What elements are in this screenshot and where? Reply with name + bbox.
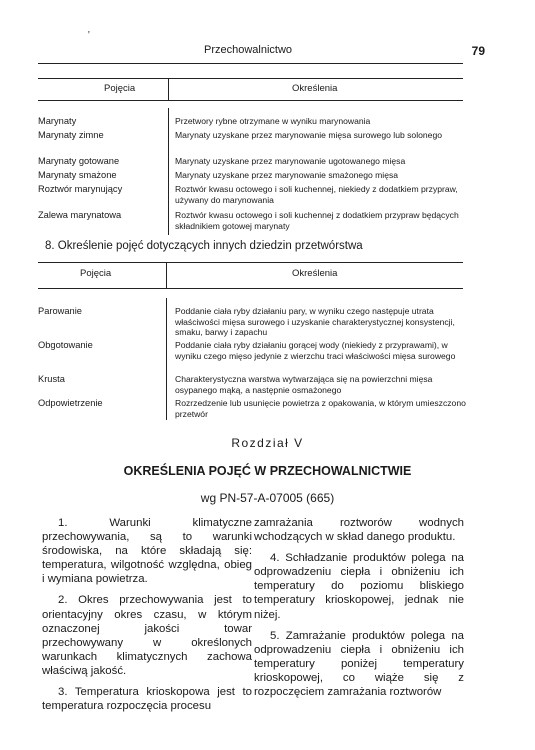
term: Marynaty gotowane [38,156,120,166]
table1-col-defs: Określenia [292,83,338,94]
term: Marynaty [38,116,77,126]
table2-col-defs: Określenia [292,268,338,279]
chapter-label: Rozdział V [231,436,304,450]
definition: Roztwór kwasu octowego i soli kuchennej, niekiedy z dodatkiem przypraw, używany do marynowania [175,184,458,205]
definition: Poddanie ciała ryby działaniu pary, w wyniku czego następuje utrata właściwości mięsa surowego i uzyskanie charakterystycznej konsystencji, smaku, barwy i zapachu [175,306,455,337]
paragraph: 2. Okres przechowywania jest to orientacyjny okres czasu, w którym oznaczonej jakości towar przechowywany w określonych warunkach klimatycznych zachowa właściwą jakość. [42,594,252,677]
definition: Rozrzedzenie lub usunięcie powietrza z opakowania, w którym umieszczono przetwór [175,398,466,419]
term: Odpowietrzenie [38,398,103,408]
table1-top-rule [38,78,463,79]
definition: Przetwory rybne otrzymane w wyniku marynowania [175,116,371,126]
section-heading: 8. Określenie pojęć dotyczących innych dziedzin przetwórstwa [45,240,363,252]
table2-head-divider [166,262,167,288]
paragraph: 3. Temperatura krioskopowa jest to temperatura rozpoczęcia procesu [42,686,252,713]
header-rule [38,63,463,64]
definition: Marynaty uzyskane przez marynowanie smażonego mięsa [175,170,399,180]
definition: Marynaty uzyskane przez marynowanie ugotowanego mięsa [175,156,406,166]
paragraph: 5. Zamrażanie produktów polega na odprowadzeniu ciepła i obniżeniu ich temperatury poniżej temperatury krioskopowej, co wiąże się z rozpoczęciem zamrażania roztworów [254,629,464,699]
definition: Charakterystyczna warstwa wytwarzająca się na powierzchni mięsa osypanego mąką, a następnie osmażonego [175,374,433,395]
chapter-title: OKREŚLENIA POJĘĆ W PRZECHOWALNICTWIE [123,464,412,478]
term: Obgotowanie [38,340,93,350]
table1-head-rule [38,100,463,101]
table1-col-terms: Pojęcia [104,83,136,94]
definition: Poddanie ciała ryby działaniu gorącej wody (niekiedy z przyprawami), w wyniku czego mięso jedynie z wierzchu traci właściwości mięsa surowego [175,340,456,361]
running-header [38,44,485,60]
term: Marynaty smażone [38,170,117,180]
definition: Marynaty uzyskane przez marynowanie mięsa surowego lub solonego [175,130,443,140]
paragraph: 4. Schładzanie produktów polega na odprowadzeniu ciepła i obniżeniu ich temperatury do poziomu bliskiego temperatury krioskopowej, jednak nie niżej. [254,552,464,621]
page-number: 79 [471,44,485,58]
standard-reference: wg PN-57-A-07005 (665) [200,491,335,505]
text-column-right [254,516,464,706]
paragraph: 1. Warunki klimatyczne przechowywania, są to warunki środowiska, na które składają się: temperatura, wilgotność względna, obieg i wymiana powietrza. [42,517,252,586]
term: Marynaty zimne [38,130,104,140]
running-header-title: Przechowalnictwo [204,44,293,56]
paragraph-continuation: zamrażania roztworów wodnych wchodzących w skład danego produktu. [254,517,464,544]
table1-column-divider [168,108,169,235]
table1-head-divider [168,78,169,100]
table2-top-rule [38,262,463,263]
table2-head-rule [38,288,463,289]
term: Zalewa marynatowa [38,210,122,220]
margin-mark: ' [88,30,90,41]
table2-col-terms: Pojęcia [80,268,112,279]
term: Roztwór marynujący [38,184,123,194]
term: Krusta [38,374,65,384]
definition: Roztwór kwasu octowego i soli kuchennej z dodatkiem przypraw będących składnikiem gotowej marynaty [175,210,459,231]
table2-column-divider [166,298,167,420]
term: Parowanie [38,306,82,316]
text-column-left [42,516,252,720]
